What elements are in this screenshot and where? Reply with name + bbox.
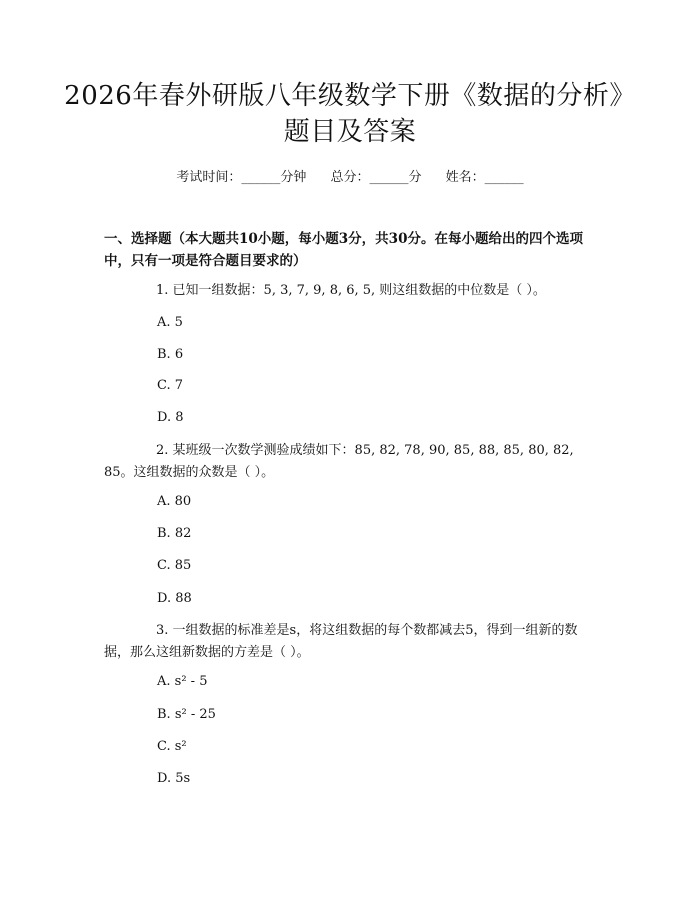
option-b: B. 6	[157, 347, 184, 362]
option-b: B. s² - 25	[157, 707, 216, 722]
option-a: A. 80	[157, 494, 192, 509]
question-number: 1.	[156, 283, 169, 298]
section-heading: 一、选择题（本大题共10小题，每小题3分，共30分。在每小题给出的四个选项中，只有一项是符合题目要求的）	[104, 231, 583, 269]
option-d: D. 5s	[157, 771, 191, 786]
option-a: A. 5	[157, 315, 183, 330]
option-a: A. s² - 5	[157, 674, 208, 689]
exam-meta	[0, 168, 700, 188]
question-number: 2.	[156, 443, 169, 458]
total-score-label: 总分：______分	[330, 170, 422, 185]
exam-time-label: 考试时间：______分钟	[176, 170, 307, 185]
question-3	[104, 620, 600, 664]
question-text: 已知一组数据：5, 3, 7, 9, 8, 6, 5, 则这组数据的中位数是（ ）。	[172, 283, 546, 298]
student-name-label: 姓名：______	[445, 170, 524, 185]
question-2	[104, 440, 600, 484]
document-title: 2026年春外研版八年级数学下册《数据的分析》题目及答案	[64, 81, 636, 147]
option-c: C. 85	[157, 558, 192, 573]
question-text: 一组数据的标准差是s，将这组数据的每个数都减去5，得到一组新的数据，那么这组新数据的方差是（ ）。	[104, 623, 578, 660]
question-text: 某班级一次数学测验成绩如下：85, 82, 78, 90, 85, 88, 85, 80, 82, 85。这组数据的众数是（ ）。	[104, 443, 574, 480]
question-1	[104, 280, 600, 302]
option-d: D. 88	[157, 591, 192, 606]
option-b: B. 82	[157, 526, 192, 541]
option-c: C. s²	[157, 739, 187, 754]
option-c: C. 7	[157, 378, 184, 393]
question-number: 3.	[156, 623, 169, 638]
option-d: D. 8	[157, 410, 184, 425]
